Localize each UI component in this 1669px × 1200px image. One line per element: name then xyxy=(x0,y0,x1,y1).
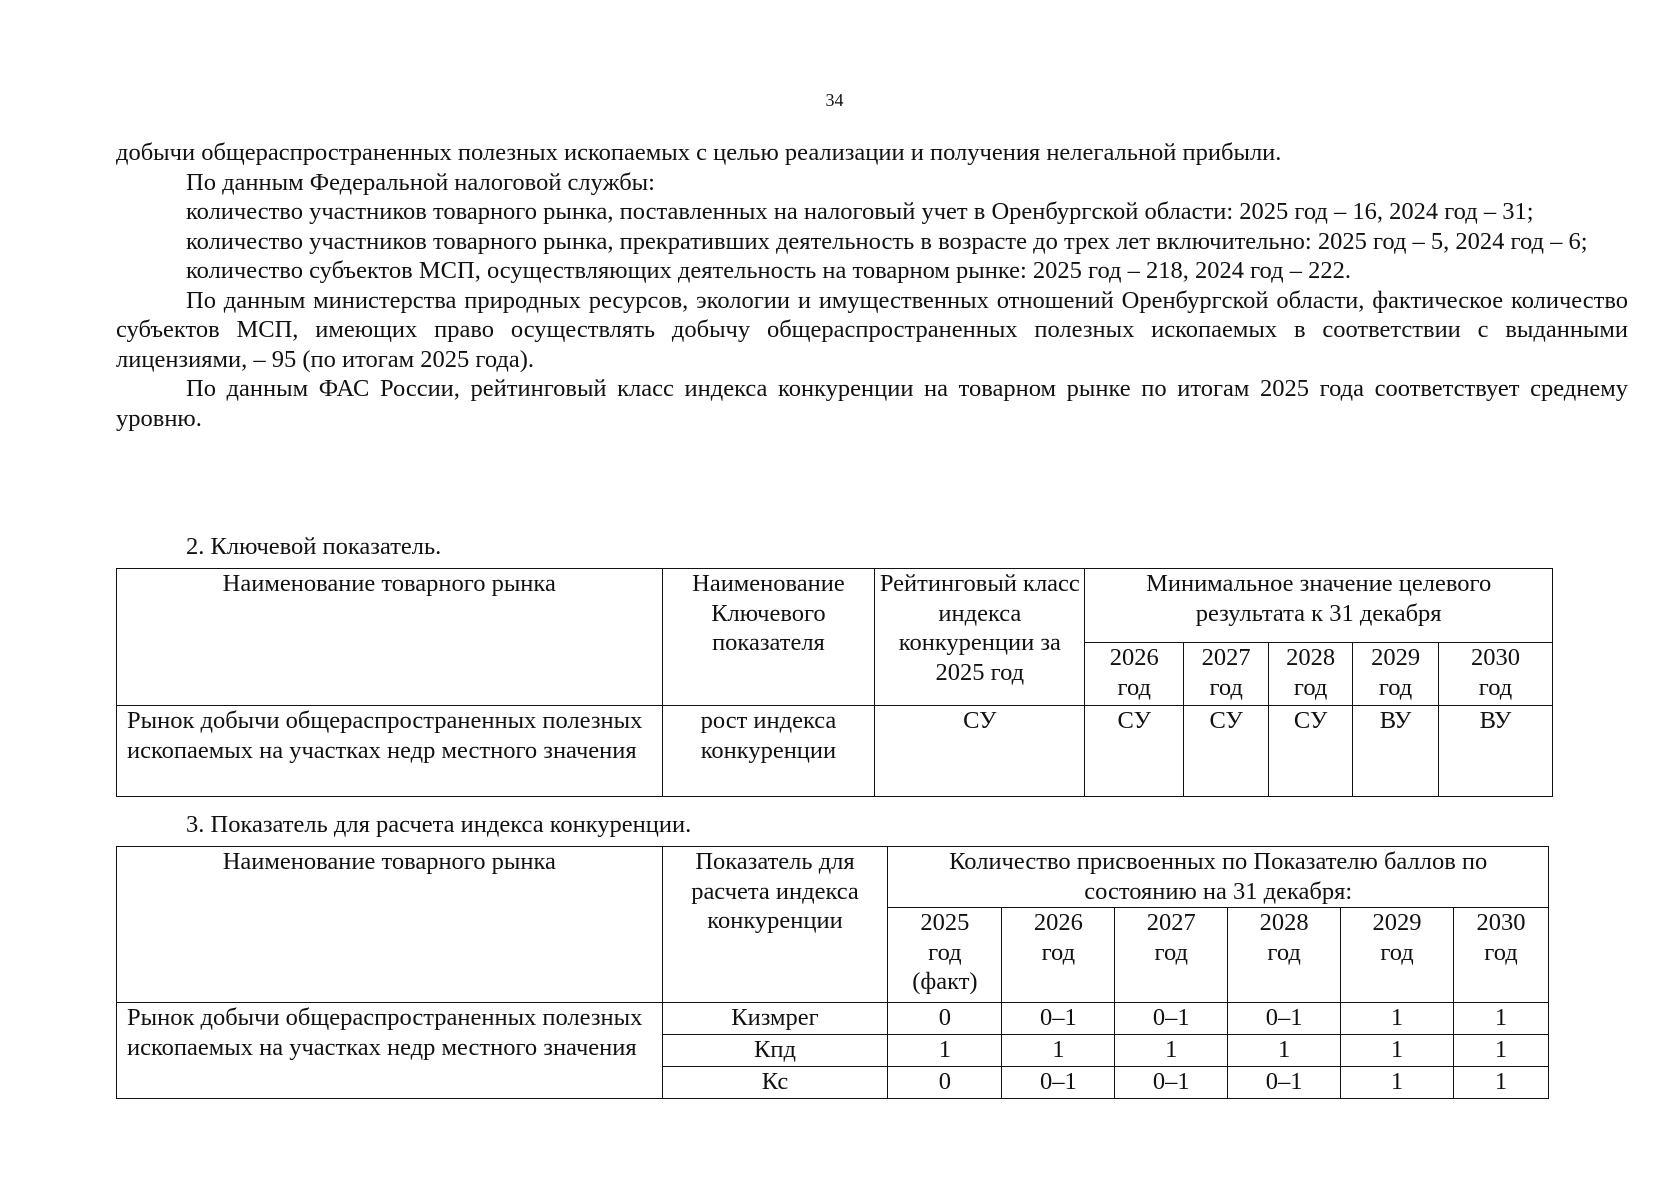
indicator-cell: Кизмрег xyxy=(662,1003,888,1035)
points-cell: 0–1 xyxy=(1115,1003,1228,1035)
body-text xyxy=(116,138,1628,433)
header-year: 2026 год xyxy=(1085,643,1184,706)
points-cell: 1 xyxy=(1115,1035,1228,1067)
key-indicator-cell: рост индекса конкуренции xyxy=(662,706,875,797)
table-row xyxy=(117,1003,1549,1035)
paragraph: количество субъектов МСП, осуществляющих деятельность на товарном рынке: 2025 год – 218, 2024 год – 222. xyxy=(186,257,1351,284)
points-cell: 0–1 xyxy=(1228,1003,1341,1035)
target-value-cell: СУ xyxy=(1184,706,1269,797)
indicator-cell: Кс xyxy=(662,1067,888,1099)
key-indicator-table xyxy=(116,568,1553,797)
points-cell: 1 xyxy=(1002,1035,1115,1067)
paragraph: количество участников товарного рынка, поставленных на налоговый учет в Оренбургской области: 2025 год – 16, 2024 год – 31; xyxy=(186,198,1534,225)
market-name-cell: Рынок добычи общераспространенных полезных ископаемых на участках недр местного значения xyxy=(117,706,663,797)
points-cell: 1 xyxy=(1454,1035,1549,1067)
points-cell: 0–1 xyxy=(1115,1067,1228,1099)
points-cell: 1 xyxy=(1341,1035,1454,1067)
points-cell: 0–1 xyxy=(1002,1003,1115,1035)
paragraph: По данным министерства природных ресурсов, экологии и имущественных отношений Оренбургской области, фактическое количество субъектов МСП, имеющих право осуществлять добычу общераспространенных полезных ископаемых в соответствии с выданными лицензиями, – 95 (по итогам 2025 года). xyxy=(116,286,1628,373)
header-market-name: Наименование товарного рынка xyxy=(117,847,663,1003)
header-year: 2025 год (факт) xyxy=(888,908,1002,1003)
points-cell: 0 xyxy=(888,1067,1002,1099)
points-cell: 0 xyxy=(888,1003,1002,1035)
points-cell: 1 xyxy=(1454,1003,1549,1035)
header-rating-class: Рейтинговый класс индекса конкуренции за 2025 год xyxy=(875,569,1085,706)
header-year: 2028 год xyxy=(1228,908,1341,1003)
points-cell: 1 xyxy=(1228,1035,1341,1067)
points-cell: 1 xyxy=(1341,1067,1454,1099)
points-cell: 0–1 xyxy=(1002,1067,1115,1099)
market-name-cell: Рынок добычи общераспространенных полезных ископаемых на участках недр местного значения xyxy=(117,1003,663,1099)
rating-class-cell: СУ xyxy=(875,706,1085,797)
competition-indicator-heading: 3. Показатель для расчета индекса конкуренции. xyxy=(186,811,692,838)
target-value-cell: СУ xyxy=(1269,706,1353,797)
points-cell: 1 xyxy=(1341,1003,1454,1035)
header-year: 2029 год xyxy=(1353,643,1439,706)
paragraph: По данным ФАС России, рейтинговый класс индекса конкуренции на товарном рынке по итогам 2025 года соответствует среднему уровню. xyxy=(116,375,1628,432)
header-year: 2030 год xyxy=(1454,908,1549,1003)
header-market-name: Наименование товарного рынка xyxy=(117,569,663,706)
target-value-cell: ВУ xyxy=(1353,706,1439,797)
header-indicator: Показатель для расчета индекса конкуренции xyxy=(662,847,888,1003)
paragraph: добычи общераспространенных полезных ископаемых с целью реализации и получения нелегальной прибыли. xyxy=(116,139,1282,166)
table-row xyxy=(117,706,1553,797)
points-cell: 1 xyxy=(888,1035,1002,1067)
competition-indicator-table xyxy=(116,846,1549,1099)
indicator-cell: Кпд xyxy=(662,1035,888,1067)
header-year: 2030 год xyxy=(1439,643,1553,706)
paragraph: количество участников товарного рынка, прекративших деятельность в возрасте до трех лет включительно: 2025 год – 5, 2024 год – 6; xyxy=(186,227,1588,255)
header-target-result: Минимальное значение целевого результата к 31 декабря xyxy=(1085,569,1553,643)
key-indicator-heading: 2. Ключевой показатель. xyxy=(186,533,442,560)
header-year: 2028 год xyxy=(1269,643,1353,706)
header-year: 2027 год xyxy=(1115,908,1228,1003)
header-year: 2027 год xyxy=(1184,643,1269,706)
points-cell: 1 xyxy=(1454,1067,1549,1099)
header-year: 2026 год xyxy=(1002,908,1115,1003)
target-value-cell: СУ xyxy=(1085,706,1184,797)
target-value-cell: ВУ xyxy=(1439,706,1553,797)
paragraph: По данным Федеральной налоговой службы: xyxy=(186,168,655,196)
header-year: 2029 год xyxy=(1341,908,1454,1003)
page-number: 34 xyxy=(825,90,844,110)
header-key-indicator-name: Наименование Ключевого показателя xyxy=(662,569,875,706)
header-points: Количество присвоенных по Показателю баллов по состоянию на 31 декабря: xyxy=(888,847,1549,908)
points-cell: 0–1 xyxy=(1228,1067,1341,1099)
